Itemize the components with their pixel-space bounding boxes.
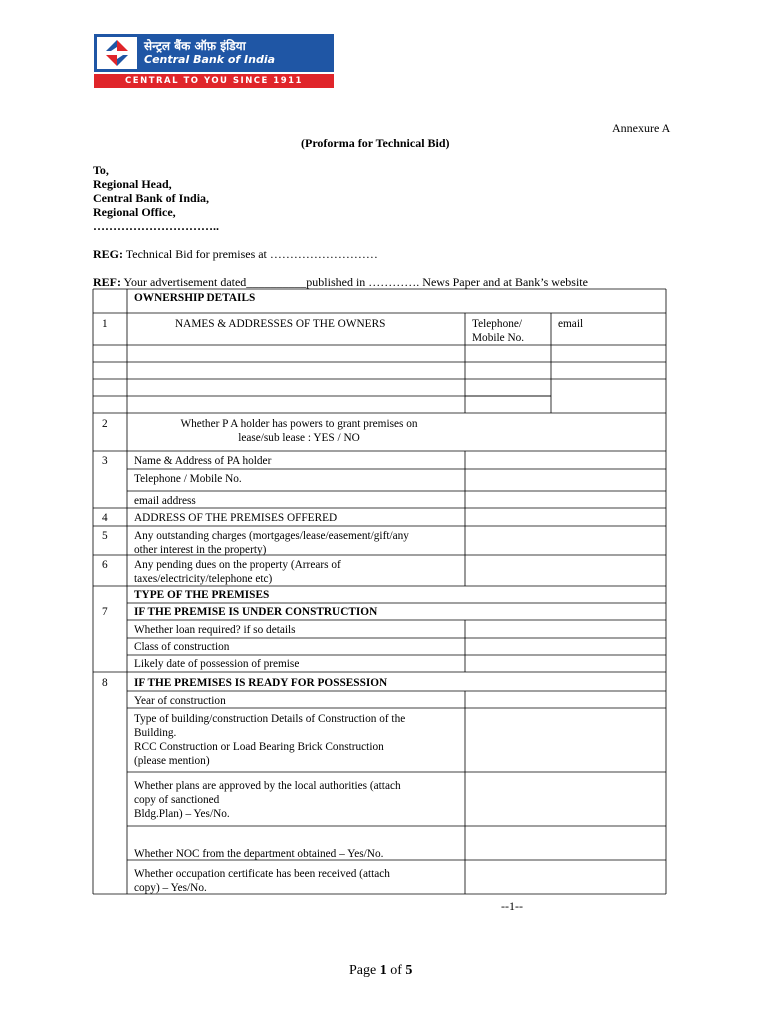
row-number: 6: [102, 559, 108, 571]
year-of-construction: Year of construction: [134, 695, 226, 707]
plans-approved: [134, 779, 401, 821]
text-line: Any outstanding charges (mortgages/lease/easement/gift/any: [134, 530, 409, 542]
row-number: 7: [102, 606, 108, 618]
text-line: lease/sub lease : YES / NO: [238, 432, 360, 444]
page-of: of: [386, 963, 406, 978]
page-title: (Proforma for Technical Bid): [301, 136, 450, 150]
premises-address: ADDRESS OF THE PREMISES OFFERED: [134, 512, 338, 524]
loan-required: Whether loan required? if so details: [134, 624, 296, 636]
page-current: 1: [379, 963, 387, 978]
text-line: Any pending dues on the property (Arrears of: [134, 559, 341, 571]
text-line: Type of building/construction Details of Construction of the: [134, 713, 406, 725]
logo-tagline: CENTRAL TO YOU SINCE 1911: [94, 74, 334, 88]
row-number: 8: [102, 677, 108, 689]
owners-column-header: NAMES & ADDRESSES OF THE OWNERS: [175, 318, 386, 330]
page-number: [349, 963, 412, 979]
row-number: 3: [102, 455, 108, 467]
pa-holder-phone: Telephone / Mobile No.: [134, 473, 242, 485]
page-marker: --1--: [501, 899, 523, 913]
occupation-certificate: [134, 867, 390, 895]
possession-date: Likely date of possession of premise: [134, 658, 300, 670]
logo-hindi-text: सेन्ट्रल बैंक ऑफ़ इंडिया: [144, 39, 246, 53]
pa-holder-powers: [134, 417, 464, 445]
text-line: Building.: [134, 727, 177, 739]
address-line: …………………………..: [93, 219, 219, 233]
reg-label: REG:: [93, 247, 123, 261]
row-number: 5: [102, 530, 108, 542]
telephone-label: Telephone/: [472, 318, 523, 330]
address-line: Regional Office,: [93, 205, 176, 219]
text-line: Bldg.Plan) – Yes/No.: [134, 808, 230, 820]
text-line: Whether P A holder has powers to grant premises on: [180, 418, 418, 430]
noc-obtained: Whether NOC from the department obtained – Yes/No.: [134, 848, 384, 860]
text-line: RCC Construction or Load Bearing Brick Construction: [134, 741, 384, 753]
under-construction-header: IF THE PREMISE IS UNDER CONSTRUCTION: [134, 606, 378, 618]
annexure-label: Annexure A: [612, 121, 671, 135]
row-number: 1: [102, 318, 108, 330]
text-line: Whether plans are approved by the local authorities (attach: [134, 780, 401, 792]
row-number: 2: [102, 418, 108, 430]
pa-holder-name: Name & Address of PA holder: [134, 455, 272, 467]
text-line: other interest in the property): [134, 544, 267, 556]
pending-dues: [134, 558, 341, 586]
ref-text: Your advertisement dated__________published in …………. News Paper and at Bank’s website: [121, 275, 588, 289]
outstanding-charges: [134, 529, 409, 557]
type-header: TYPE OF THE PREMISES: [134, 589, 270, 601]
mobile-label: Mobile No.: [472, 332, 525, 344]
pa-holder-email: email address: [134, 495, 196, 507]
class-of-construction: Class of construction: [134, 641, 230, 653]
page-total: 5: [405, 963, 413, 978]
building-type: [134, 712, 405, 768]
address-line: Regional Head,: [93, 177, 172, 191]
text-line: copy) – Yes/No.: [134, 882, 207, 894]
text-line: taxes/electricity/telephone etc): [134, 573, 273, 585]
page-prefix: Page: [349, 963, 380, 978]
telephone-header: [472, 317, 524, 345]
text-line: Whether occupation certificate has been received (attach: [134, 868, 390, 880]
row-number: 4: [102, 512, 108, 524]
reg-text: Technical Bid for premises at ………………………: [123, 247, 378, 261]
ownership-header: OWNERSHIP DETAILS: [134, 292, 256, 304]
ref-label: REF:: [93, 275, 121, 289]
text-line: (please mention): [134, 755, 210, 767]
text-line: copy of sanctioned: [134, 794, 220, 806]
ready-possession-header: IF THE PREMISES IS READY FOR POSSESSION: [134, 677, 388, 689]
email-header: email: [558, 318, 584, 330]
logo-english-text: Central Bank of India: [144, 53, 276, 66]
address-to: To,: [93, 163, 109, 177]
address-line: Central Bank of India,: [93, 191, 210, 205]
